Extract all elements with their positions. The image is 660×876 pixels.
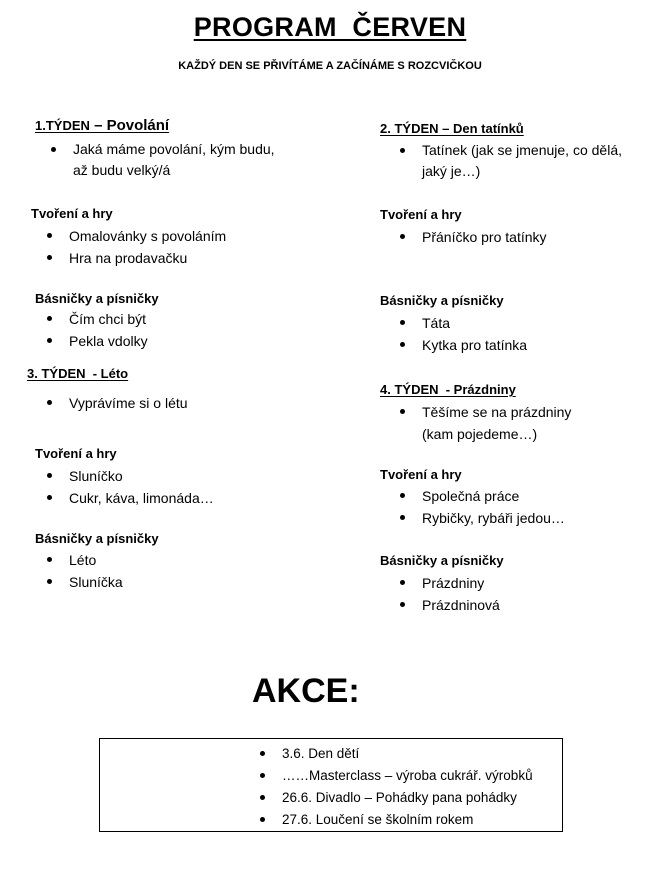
list-item: Omalovánky s povoláním bbox=[47, 225, 226, 247]
week4-crafts bbox=[400, 485, 565, 529]
week2-songs-heading: Básničky a písničky bbox=[380, 293, 504, 308]
list-item: Prázdninová bbox=[400, 594, 500, 616]
list-item: Kytka pro tatínka bbox=[400, 334, 527, 356]
week2-songs bbox=[400, 312, 527, 356]
week1-label: 1.TÝDEN bbox=[35, 118, 90, 133]
week4-title: 4. TÝDEN - Prázdniny bbox=[380, 382, 516, 397]
list-item: Společná práce bbox=[400, 485, 565, 507]
week1-theme: – Povolání bbox=[89, 117, 170, 134]
list-item: Táta bbox=[400, 312, 527, 334]
list-item: Sluníčka bbox=[47, 571, 123, 593]
week2-crafts bbox=[400, 226, 547, 248]
week3-items bbox=[47, 392, 188, 414]
list-item: 26.6. Divadlo – Pohádky pana pohádky bbox=[260, 787, 533, 809]
list-item: Sluníčko bbox=[47, 465, 214, 487]
list-item: Rybičky, rybáři jedou… bbox=[400, 507, 565, 529]
list-item: 27.6. Loučení se školním rokem bbox=[260, 809, 533, 831]
list-item: ……Masterclass – výroba cukrář. výrobků bbox=[260, 765, 533, 787]
week4-crafts-heading: Tvoření a hry bbox=[380, 467, 462, 482]
week3-crafts bbox=[47, 465, 214, 509]
week3-title: 3. TÝDEN - Léto bbox=[27, 366, 129, 381]
week2-crafts-heading: Tvoření a hry bbox=[380, 207, 462, 222]
week1-items bbox=[51, 139, 275, 181]
week1-crafts bbox=[47, 225, 226, 269]
page-subtitle: KAŽDÝ DEN SE PŘIVÍTÁME A ZAČÍNÁME S ROZCVIČKOU bbox=[178, 60, 482, 72]
week1-crafts-heading: Tvoření a hry bbox=[31, 206, 113, 221]
list-item: Prázdniny bbox=[400, 572, 500, 594]
week2-items bbox=[400, 140, 622, 182]
list-item: Hra na prodavačku bbox=[47, 247, 226, 269]
akce-heading: AKCE: bbox=[252, 672, 360, 710]
list-item: Cukr, káva, limonáda… bbox=[47, 487, 214, 509]
akce-box bbox=[99, 738, 563, 832]
week1-songs-heading: Básničky a písničky bbox=[35, 291, 159, 306]
list-item: Léto bbox=[47, 549, 123, 571]
list-item: Přáníčko pro tatínky bbox=[400, 226, 547, 248]
week2-title: 2. TÝDEN – Den tatínků bbox=[380, 121, 524, 136]
list-item: Vyprávíme si o létu bbox=[47, 392, 188, 414]
list-item: Tatínek (jak se jmenuje, co dělá, jaký je…) bbox=[400, 140, 622, 182]
list-item: 3.6. Den dětí bbox=[260, 743, 533, 765]
week1-songs bbox=[47, 308, 148, 352]
list-item: Pekla vdolky bbox=[47, 330, 148, 352]
week3-songs bbox=[47, 549, 123, 593]
page-title: PROGRAM ČERVEN bbox=[193, 12, 467, 42]
list-item: Těšíme se na prázdniny (kam pojedeme…) bbox=[400, 401, 571, 445]
week3-crafts-heading: Tvoření a hry bbox=[35, 446, 117, 461]
week1-title bbox=[35, 117, 169, 134]
list-item: Čím chci být bbox=[47, 308, 148, 330]
akce-list bbox=[260, 743, 533, 831]
week4-songs bbox=[400, 572, 500, 616]
week3-songs-heading: Básničky a písničky bbox=[35, 531, 159, 546]
week4-items bbox=[400, 401, 571, 445]
week4-songs-heading: Básničky a písničky bbox=[380, 553, 504, 568]
list-item: Jaká máme povolání, kým budu, až budu velký/á bbox=[51, 139, 275, 181]
